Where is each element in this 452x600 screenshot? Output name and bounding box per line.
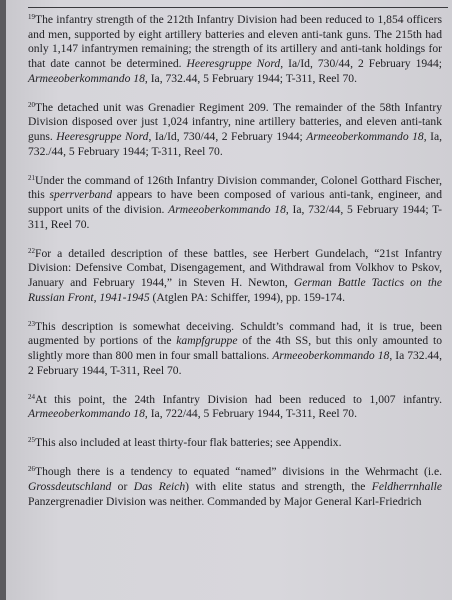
footnote-text: , Ia, 722/44, 5 February 1944, T-311, Reel 70.	[144, 407, 357, 421]
citation-source: Armeeoberkommando 18	[272, 349, 390, 363]
footnote-25	[28, 436, 442, 451]
footnote-text: of the 4th SS, but this only amounted to slightly more than 800 men in four small battalions.	[28, 334, 442, 363]
division-name: Das Reich	[133, 479, 186, 493]
footnote-text: Panzergrenadier Division was neither. Commanded by Major General Karl-Friedrich	[28, 494, 422, 508]
citation-source: Armeeoberkommando 18	[28, 71, 145, 85]
footnote-text: or	[111, 479, 134, 493]
footnote-21	[28, 174, 442, 233]
footnote-22	[28, 247, 442, 306]
foreign-term: sperrverband	[49, 188, 113, 202]
page-top-rule	[28, 7, 448, 8]
division-name: Grossdeutschland	[28, 479, 112, 493]
footnote-text: Under the command of 126th Infantry Division commander, Colonel Gotthard Fischer, this	[28, 173, 442, 202]
footnote-19	[28, 13, 442, 87]
footnote-text: (Atglen PA: Schiffer, 1994), pp. 159-174.	[149, 290, 345, 304]
footnote-text: Though there is a tendency to equated “named” divisions in the Wehrmacht (i.e.	[35, 465, 442, 479]
footnote-text: , Ia, 732.44, 5 February 1944; T-311, Reel 70.	[144, 71, 357, 85]
footnote-text: The detached unit was Grenadier Regiment 209. The remainder of the 58th Infantry Division disposed over just 1,024 infantry, nine artillery batteries, and eleven anti-tank guns.	[28, 100, 442, 144]
footnote-text: At this point, the 24th Infantry Division had been reduced to 1,007 infantry.	[35, 392, 442, 406]
citation-source: Heeresgruppe Nord	[186, 57, 281, 71]
footnote-text: appears to have been composed of various anti-tank, engineer, and support units of the division.	[28, 188, 442, 217]
footnote-text: ) with elite status and strength, the	[185, 479, 372, 493]
footnote-23	[28, 320, 442, 379]
foreign-term: kampfgruppe	[176, 334, 238, 348]
citation-source: Armeeoberkommando 18	[168, 203, 286, 217]
citation-source: Armeeoberkommando 18	[306, 130, 424, 144]
footnote-number: 23	[28, 319, 35, 328]
footnote-number: 20	[28, 100, 35, 109]
footnote-number: 21	[28, 173, 35, 182]
footnote-text: , Ia 732.44, 2 February 1944, T-311, Reel 70.	[28, 349, 442, 377]
footnote-number: 24	[28, 392, 35, 401]
citation-source: Heeresgruppe Nord	[56, 130, 149, 144]
book-page	[6, 0, 452, 600]
footnotes-section	[28, 13, 442, 523]
footnote-26	[28, 465, 442, 509]
footnote-20	[28, 101, 442, 160]
footnote-number: 26	[28, 465, 35, 474]
book-title: German Battle Tactics on the Russian Front, 1941-1945	[28, 276, 442, 304]
footnote-text: For a detailed description of these battles, see Herbert Gundelach, “21st Infantry Division: Defensive Combat, Disengagement, and Withdrawal from Volkhov to Pskov, January and February 1944,” in Steven H. Newton,	[28, 246, 442, 290]
footnote-text: , Ia, 732/44, 5 February 1944; T-311, Reel 70.	[28, 203, 443, 231]
footnote-number: 22	[28, 246, 35, 255]
footnote-text: , Ia/Id, 730/44, 2 February 1944;	[148, 130, 307, 144]
footnote-text: , Ia, 732./44, 5 February 1944; T-311, Reel 70.	[28, 130, 442, 158]
footnote-number: 19	[28, 13, 35, 21]
footnote-text: This description is somewhat deceiving. Schuldt’s command had, it is true, been augmented by portions of the	[28, 319, 442, 348]
footnote-text: This also included at least thirty-four flak batteries; see Appendix.	[35, 436, 342, 450]
footnote-text: The infantry strength of the 212th Infantry Division had been reduced to 1,854 officers and men, supported by eight artillery batteries and eleven anti-tank guns. The 215th had only 1,147 infantrymen remaining; the strength of its artillery and anti-tank holdings for that date cannot be determined.	[28, 13, 442, 71]
footnote-24	[28, 393, 442, 422]
division-name: Feldherrnhalle	[371, 479, 442, 493]
citation-source: Armeeoberkommando 18	[28, 407, 145, 421]
footnote-text: , Ia/Id, 730/44, 2 February 1944;	[280, 57, 442, 71]
footnote-number: 25	[28, 436, 35, 445]
